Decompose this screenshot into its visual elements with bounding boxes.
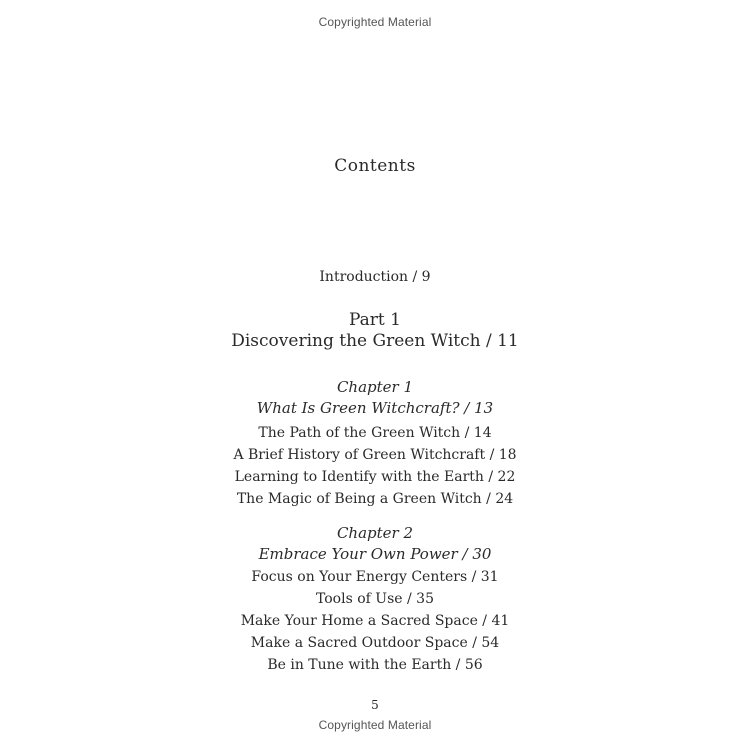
toc-entry: The Magic of Being a Green Witch / 24: [236, 491, 514, 507]
toc-entry: Learning to Identify with the Earth / 22: [234, 469, 516, 485]
toc-entry: Be in Tune with the Earth / 56: [267, 657, 483, 673]
watermark-bottom: Copyrighted Material: [318, 718, 432, 732]
toc-entry: A Brief History of Green Witchcraft / 18: [233, 447, 517, 463]
chapter-2-title: Embrace Your Own Power / 30: [258, 545, 492, 563]
contents-title: Contents: [334, 156, 416, 176]
toc-entry: Make a Sacred Outdoor Space / 54: [250, 635, 500, 651]
chapter-1-title: What Is Green Witchcraft? / 13: [256, 399, 494, 417]
toc-entry: The Path of the Green Witch / 14: [258, 425, 492, 441]
toc-entry: Make Your Home a Sacred Space / 41: [240, 613, 510, 629]
part-1-label: Part 1: [349, 310, 401, 330]
toc-introduction: Introduction / 9: [319, 269, 431, 285]
watermark-top: Copyrighted Material: [318, 15, 432, 29]
chapter-1-label: Chapter 1: [336, 378, 414, 396]
part-1-title: Discovering the Green Witch / 11: [231, 331, 519, 351]
toc-entry: Focus on Your Energy Centers / 31: [251, 569, 499, 585]
toc-entry: Tools of Use / 35: [316, 591, 434, 607]
page-number: 5: [371, 698, 379, 712]
chapter-2-label: Chapter 2: [336, 524, 414, 542]
